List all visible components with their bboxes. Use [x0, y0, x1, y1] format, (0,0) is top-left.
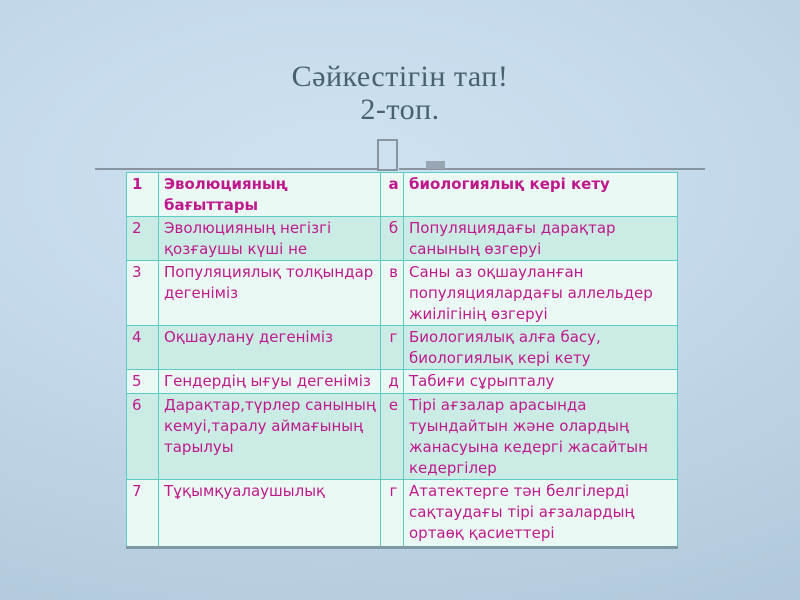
answer-cell: Популяциядағы дарақтар санының өзгеруі — [404, 217, 678, 261]
letter-cell: д — [381, 370, 404, 394]
row-number-cell: 6 — [127, 394, 159, 480]
answer-cell: Тірі ағзалар арасында туындайтын және олардың жанасуына кедергі жасайтын кедергілер — [404, 394, 678, 480]
title-line-2: 2-топ. — [360, 93, 440, 126]
table-row — [127, 326, 678, 370]
row-number-cell: 1 — [127, 173, 159, 217]
divider-line-left-segment — [95, 168, 377, 170]
letter-cell: а — [381, 173, 404, 217]
letter-cell: г — [381, 326, 404, 370]
question-cell: Гендердің ығуы дегеніміз — [159, 370, 381, 394]
question-cell: Тұқымқуалаушылық — [159, 480, 381, 548]
answer-cell: Табиғи сұрыпталу — [404, 370, 678, 394]
divider-notch-ornament — [426, 161, 445, 169]
slide-title — [0, 60, 800, 126]
row-number-cell: 7 — [127, 480, 159, 548]
row-number-cell: 2 — [127, 217, 159, 261]
answer-cell: Саны аз оқшауланған популяциялардағы аллельдер жиілігінің өзгеруі — [404, 261, 678, 326]
letter-cell: в — [381, 261, 404, 326]
question-cell: Эволюцияның негізгі қозғаушы күші не — [159, 217, 381, 261]
table-row — [127, 480, 678, 548]
title-line-1: Сәйкестігін тап! — [291, 60, 509, 93]
letter-cell: б — [381, 217, 404, 261]
letter-cell: г — [381, 480, 404, 548]
table-row — [127, 261, 678, 326]
table-row — [127, 173, 678, 217]
question-cell: Дарақтар,түрлер санының кемуі,таралу аймағының тарылуы — [159, 394, 381, 480]
answer-cell: биологиялық кері кету — [404, 173, 678, 217]
question-cell: Оқшаулану дегеніміз — [159, 326, 381, 370]
table-row — [127, 370, 678, 394]
row-number-cell: 4 — [127, 326, 159, 370]
question-cell: Популяциялық толқындар дегеніміз — [159, 261, 381, 326]
row-number-cell: 3 — [127, 261, 159, 326]
letter-cell: е — [381, 394, 404, 480]
answer-cell: Ататектерге тән белгілерді сақтаудағы тірі ағзалардың ортаөқ қасиеттері — [404, 480, 678, 548]
row-number-cell: 5 — [127, 370, 159, 394]
answer-cell: Биологиялық алға басу, биологиялық кері кету — [404, 326, 678, 370]
divider-box-ornament-icon — [377, 139, 398, 171]
table-row — [127, 394, 678, 480]
question-cell: Эволюцияның бағыттары — [159, 173, 381, 217]
matching-quiz-table — [126, 172, 678, 549]
table-row — [127, 217, 678, 261]
